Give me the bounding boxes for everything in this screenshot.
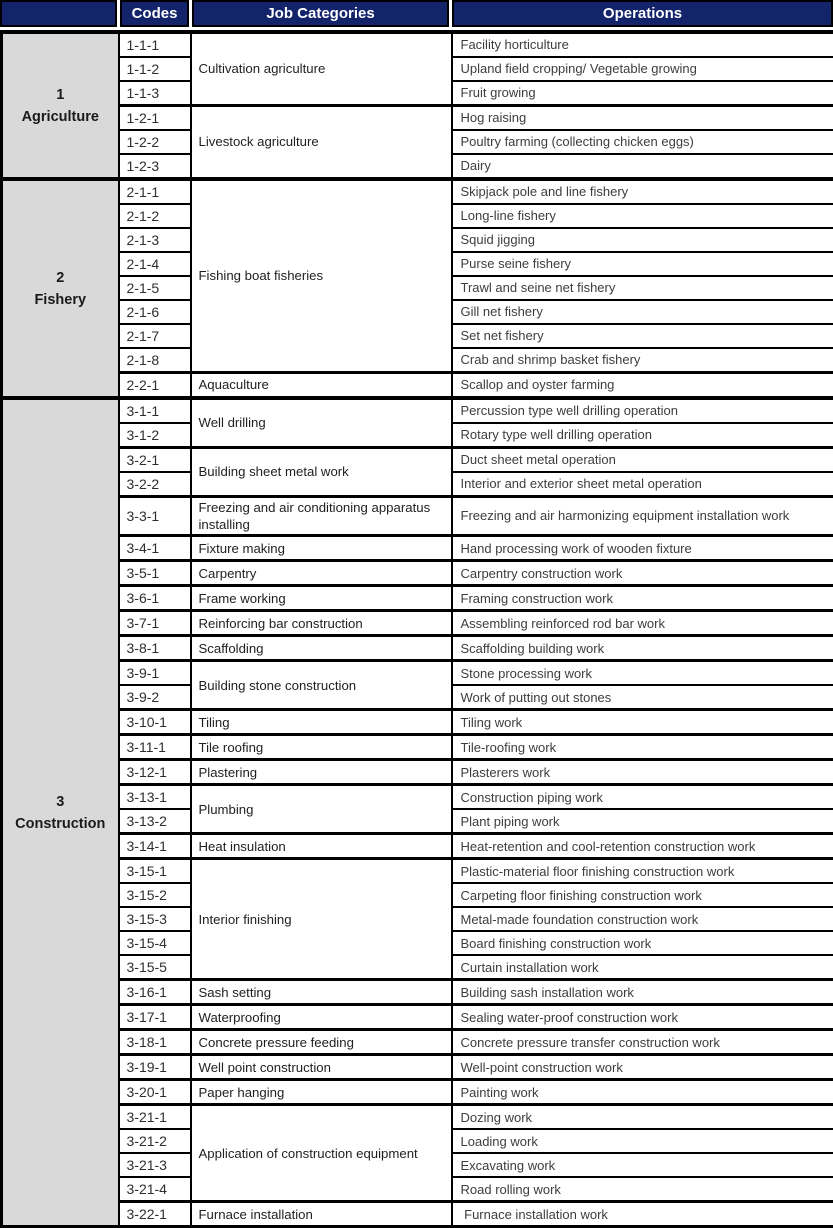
code-cell: 3-1-1 <box>119 398 191 423</box>
category-cell: Frame working <box>191 586 452 611</box>
code-cell: 2-1-8 <box>119 348 191 373</box>
job-categories-table <box>0 30 833 1228</box>
operation-cell: Hand processing work of wooden fixture <box>452 536 833 561</box>
category-cell: Carpentry <box>191 561 452 586</box>
operation-cell: Stone processing work <box>452 661 833 686</box>
code-cell: 3-2-1 <box>119 448 191 473</box>
code-cell: 3-5-1 <box>119 561 191 586</box>
group-label: Agriculture <box>5 109 116 125</box>
table-row <box>2 735 833 760</box>
category-cell: Heat insulation <box>191 834 452 859</box>
code-cell: 3-9-1 <box>119 661 191 686</box>
category-cell: Tile roofing <box>191 735 452 760</box>
code-cell: 3-7-1 <box>119 611 191 636</box>
code-cell: 3-15-1 <box>119 859 191 884</box>
operation-cell: Building sash installation work <box>452 980 833 1005</box>
operation-cell: Freezing and air harmonizing equipment installation work <box>452 497 833 536</box>
header-group-cell <box>0 0 117 27</box>
table-row <box>2 834 833 859</box>
category-cell: Livestock agriculture <box>191 106 452 180</box>
code-cell: 3-1-2 <box>119 423 191 448</box>
category-cell: Paper hanging <box>191 1080 452 1105</box>
operation-cell: Percussion type well drilling operation <box>452 398 833 423</box>
operation-cell: Interior and exterior sheet metal operation <box>452 472 833 497</box>
operation-cell: Tile-roofing work <box>452 735 833 760</box>
code-cell: 1-1-3 <box>119 81 191 106</box>
code-cell: 3-8-1 <box>119 636 191 661</box>
code-cell: 2-1-2 <box>119 204 191 228</box>
code-cell: 3-19-1 <box>119 1055 191 1080</box>
table-row <box>2 448 833 473</box>
operation-cell: Loading work <box>452 1129 833 1153</box>
operation-cell: Excavating work <box>452 1153 833 1177</box>
table-row <box>2 636 833 661</box>
category-cell: Application of construction equipment <box>191 1105 452 1202</box>
operation-cell: Trawl and seine net fishery <box>452 276 833 300</box>
table-row <box>2 1055 833 1080</box>
operation-cell: Metal-made foundation construction work <box>452 907 833 931</box>
operation-cell: Dozing work <box>452 1105 833 1130</box>
group-number: 2 <box>5 270 116 286</box>
operation-cell: Work of putting out stones <box>452 685 833 710</box>
operation-cell: Sealing water-proof construction work <box>452 1005 833 1030</box>
operation-cell: Tiling work <box>452 710 833 735</box>
code-cell: 2-1-5 <box>119 276 191 300</box>
code-cell: 3-15-2 <box>119 883 191 907</box>
operation-cell: Set net fishery <box>452 324 833 348</box>
operation-cell: Concrete pressure transfer construction work <box>452 1030 833 1055</box>
operation-cell: Construction piping work <box>452 785 833 810</box>
header-operations: Operations <box>452 0 833 27</box>
code-cell: 3-13-1 <box>119 785 191 810</box>
operation-cell: Duct sheet metal operation <box>452 448 833 473</box>
code-cell: 3-20-1 <box>119 1080 191 1105</box>
code-cell: 3-17-1 <box>119 1005 191 1030</box>
operation-cell: Plastic-material floor finishing construction work <box>452 859 833 884</box>
code-cell: 3-12-1 <box>119 760 191 785</box>
code-cell: 3-15-4 <box>119 931 191 955</box>
group-label: Fishery <box>5 292 116 308</box>
code-cell: 3-4-1 <box>119 536 191 561</box>
code-cell: 3-15-3 <box>119 907 191 931</box>
table-row <box>2 1005 833 1030</box>
code-cell: 3-2-2 <box>119 472 191 497</box>
operation-cell: Skipjack pole and line fishery <box>452 179 833 204</box>
operation-cell: Furnace installation work <box>452 1202 833 1227</box>
table-row <box>2 561 833 586</box>
category-cell: Well drilling <box>191 398 452 448</box>
operation-cell: Squid jigging <box>452 228 833 252</box>
operation-cell: Dairy <box>452 154 833 179</box>
code-cell: 3-6-1 <box>119 586 191 611</box>
operation-cell: Framing construction work <box>452 586 833 611</box>
operation-cell: Crab and shrimp basket fishery <box>452 348 833 373</box>
code-cell: 2-2-1 <box>119 373 191 399</box>
code-cell: 2-1-1 <box>119 179 191 204</box>
category-cell: Aquaculture <box>191 373 452 399</box>
operation-cell: Purse seine fishery <box>452 252 833 276</box>
operation-cell: Assembling reinforced rod bar work <box>452 611 833 636</box>
operation-cell: Hog raising <box>452 106 833 131</box>
table-row <box>2 760 833 785</box>
code-cell: 1-1-2 <box>119 57 191 81</box>
table-row <box>2 32 833 57</box>
operation-cell: Painting work <box>452 1080 833 1105</box>
group-cell <box>2 32 119 179</box>
operation-cell: Scallop and oyster farming <box>452 373 833 399</box>
group-cell <box>2 398 119 1227</box>
code-cell: 3-13-2 <box>119 809 191 834</box>
operation-cell: Rotary type well drilling operation <box>452 423 833 448</box>
code-cell: 3-14-1 <box>119 834 191 859</box>
operation-cell: Scaffolding building work <box>452 636 833 661</box>
table-row <box>2 980 833 1005</box>
group-number: 1 <box>5 87 116 103</box>
table-row <box>2 1080 833 1105</box>
table-row <box>2 398 833 423</box>
category-cell: Freezing and air conditioning apparatus installing <box>191 497 452 536</box>
category-cell: Scaffolding <box>191 636 452 661</box>
group-number: 3 <box>5 794 116 810</box>
operation-cell: Carpentry construction work <box>452 561 833 586</box>
operation-cell: Poultry farming (collecting chicken eggs) <box>452 130 833 154</box>
operation-cell: Board finishing construction work <box>452 931 833 955</box>
code-cell: 3-21-3 <box>119 1153 191 1177</box>
operation-cell: Curtain installation work <box>452 955 833 980</box>
code-cell: 3-11-1 <box>119 735 191 760</box>
code-cell: 3-9-2 <box>119 685 191 710</box>
group-label: Construction <box>5 816 116 832</box>
operation-cell: Fruit growing <box>452 81 833 106</box>
table-row <box>2 497 833 536</box>
code-cell: 1-2-3 <box>119 154 191 179</box>
operation-cell: Well-point construction work <box>452 1055 833 1080</box>
table-header <box>0 0 833 27</box>
category-cell: Reinforcing bar construction <box>191 611 452 636</box>
category-cell: Fishing boat fisheries <box>191 179 452 373</box>
table-row <box>2 1202 833 1227</box>
table-row <box>2 106 833 131</box>
code-cell: 1-2-2 <box>119 130 191 154</box>
operation-cell: Plant piping work <box>452 809 833 834</box>
code-cell: 3-16-1 <box>119 980 191 1005</box>
operation-cell: Long-line fishery <box>452 204 833 228</box>
operation-cell: Upland field cropping/ Vegetable growing <box>452 57 833 81</box>
header-job-categories: Job Categories <box>192 0 449 27</box>
operation-cell: Road rolling work <box>452 1177 833 1202</box>
code-cell: 3-21-2 <box>119 1129 191 1153</box>
table-row <box>2 710 833 735</box>
category-cell: Waterproofing <box>191 1005 452 1030</box>
code-cell: 3-21-4 <box>119 1177 191 1202</box>
code-cell: 2-1-6 <box>119 300 191 324</box>
category-cell: Cultivation agriculture <box>191 32 452 106</box>
table-row <box>2 536 833 561</box>
code-cell: 3-18-1 <box>119 1030 191 1055</box>
code-cell: 2-1-7 <box>119 324 191 348</box>
table-row <box>2 661 833 686</box>
operation-cell: Plasterers work <box>452 760 833 785</box>
operation-cell: Gill net fishery <box>452 300 833 324</box>
table-row <box>2 1030 833 1055</box>
category-cell: Interior finishing <box>191 859 452 980</box>
code-cell: 3-22-1 <box>119 1202 191 1227</box>
table-row <box>2 586 833 611</box>
category-cell: Furnace installation <box>191 1202 452 1227</box>
code-cell: 1-1-1 <box>119 32 191 57</box>
category-cell: Concrete pressure feeding <box>191 1030 452 1055</box>
category-cell: Well point construction <box>191 1055 452 1080</box>
code-cell: 2-1-3 <box>119 228 191 252</box>
table-row <box>2 373 833 399</box>
code-cell: 3-10-1 <box>119 710 191 735</box>
group-cell <box>2 179 119 398</box>
table-row <box>2 179 833 204</box>
category-cell: Building stone construction <box>191 661 452 710</box>
code-cell: 1-2-1 <box>119 106 191 131</box>
table-row <box>2 1105 833 1130</box>
operation-cell: Heat-retention and cool-retention construction work <box>452 834 833 859</box>
category-cell: Plumbing <box>191 785 452 834</box>
category-cell: Plastering <box>191 760 452 785</box>
category-cell: Building sheet metal work <box>191 448 452 497</box>
code-cell: 3-3-1 <box>119 497 191 536</box>
operation-cell: Facility horticulture <box>452 32 833 57</box>
code-cell: 2-1-4 <box>119 252 191 276</box>
category-cell: Tiling <box>191 710 452 735</box>
category-cell: Sash setting <box>191 980 452 1005</box>
table-row <box>2 611 833 636</box>
header-codes: Codes <box>120 0 189 27</box>
category-cell: Fixture making <box>191 536 452 561</box>
table-row <box>2 785 833 810</box>
code-cell: 3-15-5 <box>119 955 191 980</box>
code-cell: 3-21-1 <box>119 1105 191 1130</box>
operation-cell: Carpeting floor finishing construction work <box>452 883 833 907</box>
table-row <box>2 859 833 884</box>
